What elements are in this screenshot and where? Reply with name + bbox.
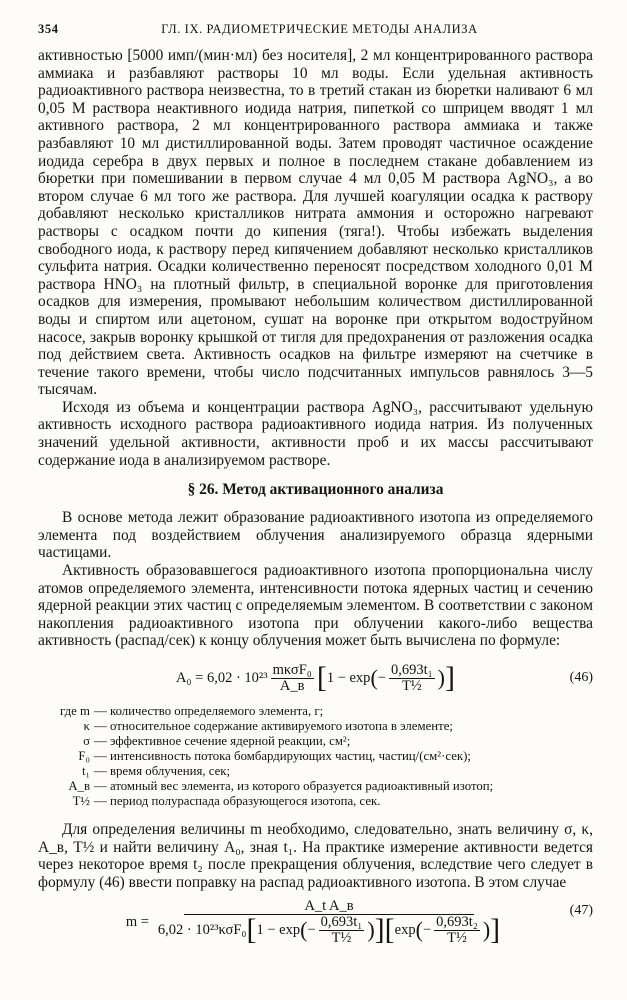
equation-number: (46) <box>569 670 593 685</box>
page-number: 354 <box>38 22 59 36</box>
list-item: где m — количество определяемого элемента, г; <box>60 704 324 718</box>
paren-close: ) <box>437 665 445 690</box>
fraction-denominator: A_в <box>279 677 305 694</box>
list-item: t₁ — время облучения, сек; <box>81 764 231 778</box>
bracket-close: ] <box>445 661 455 694</box>
formula-fraction <box>271 663 314 694</box>
paren-open: ( <box>370 665 378 690</box>
fraction-denominator: T½ <box>401 677 422 694</box>
fraction-denominator: 6,02 · 10²³κσF₀ [ 1 − exp ( − $\frac{\text{0,693t₁}}{\text{T½}}$ ) ] [ exp ( − $\frac{\text{0,693t₂}}{\text{T½}}$ ) ] <box>157 913 501 947</box>
body-paragraph: активностью [5000 имп/(мин·мл) без носителя], 2 мл концентрированного раствора аммиака и разбавляют растворы 10 мл воды. Если удельная активность радиоактивного раствора неизвестна, то в третий стакан из бюретки наливают 6 мл 0,05 М раствора неактивного иодида натрия, пипеткой со шприцем вводят 1 мл активного раствора, 2 мл концентрированного раствора аммиака и также разбавляют 10 мл дистиллированной воды. Затем проводят частичное осаждение иодида серебра в двух первых и полное в последнем стакане добавлением из бюретки при помешивании в первом случае 4 мл 0,05 М раствора AgNO₃, а во втором случае 6 мл того же раствора. Для лучшей коагуляции осадка к раствору добавляют несколько кристалликов нитрата аммония и осторожно нагревают растворы с осадком почти до кипения (тяга!). Чтобы избежать выделения свободного иода, к раствору перед кипячением добавляют несколько кристалликов сульфита натрия. Осадки количественно переносят посредством холодного 0,01 М раствора HNO₃ на плотный фильтр, в специальной воронке для приготовления осадков для измерения, промывают небольшим количеством дистиллированной воды и спиртом или ацетоном, сушат на воронке при открытом водоструйном насосе, закрыв воронку крышкой от тигля для предохранения от разложения осадка под действием света. Активность осадков на фильтре измеряют на счетчике в течение такого времени, чтобы число подсчитанных импульсов равнялось 3—5 тысячам. <box>38 47 593 399</box>
fraction-numerator: mκσF₀ <box>272 661 312 678</box>
list-item: A_в — атомный вес элемента, из которого образуется радиоактивный изотоп; <box>68 779 494 793</box>
section-title: § 26. Метод активационного анализа <box>187 481 444 499</box>
inner-fraction <box>389 663 435 694</box>
formula-46 <box>38 658 593 698</box>
list-item: κ — относительное содержание активируемого изотопа в элементе; <box>83 719 453 733</box>
formula-47 <box>38 897 593 947</box>
body-paragraph: Исходя из объема и концентрации раствора AgNO₃, рассчитывают удельную активность исходного раствора радиоактивного иодида натрия. Из полученных значений удельной активности, активности проб и их массы рассчитывают содержание иода в анализируемом растворе. <box>38 398 593 469</box>
bracket-term: 1 − exp <box>326 669 371 686</box>
equation-number: (47) <box>569 903 593 919</box>
body-paragraph: В основе метода лежит образование радиоактивного изотопа из определяемого элемента под воздействием облучения анализируемого образца ядерными частицами. <box>38 509 593 562</box>
variable-list <box>38 704 593 809</box>
inner-fraction: $\frac{\text{0,693t₂}}{\text{T½}}$ <box>436 913 478 946</box>
inner-fraction: $\frac{\text{0,693t₁}}{\text{T½}}$ <box>320 913 363 946</box>
formula-lhs: A₀ = 6,02 · 10²³ <box>176 669 268 686</box>
list-item: σ — эффективное сечение ядерной реакции, см²; <box>83 734 351 748</box>
list-item: F₀ — интенсивность потока бомбардирующих частиц, частиц/(см²·сек); <box>78 749 471 763</box>
list-item: T½ — период полураспада образующегося изотопа, сек. <box>72 794 381 808</box>
minus-sign: − <box>377 669 386 686</box>
bracket-open: [ <box>316 661 327 694</box>
formula-fraction <box>156 899 502 946</box>
running-title: ГЛ. IX. РАДИОМЕТРИЧЕСКИЕ МЕТОДЫ АНАЛИЗА <box>161 22 478 36</box>
formula-lhs: m = <box>125 913 149 930</box>
fraction-numerator: 0,693t₁ <box>390 661 433 678</box>
page-header <box>38 22 593 37</box>
body-paragraph: Активность образовавшегося радиоактивного изотопа пропорциональна числу атомов определяемого элемента, интенсивности потока ядерных частиц и сечению ядерной реакции этих частиц с определяемым элементом. В соответствии с законом накопления радиоактивного изотопа при облучении какого-либо вещества активность (распад/сек) к концу облучения может быть вычислена по формуле: <box>38 562 593 650</box>
fraction-numerator: A_t A_в <box>184 899 473 915</box>
body-paragraph: Для определения величины m необходимо, следовательно, знать величину σ, κ, A_в, T½ и найти величину A₀, зная t₁. На практике измерение активности ведется через некоторое время t₂ после прекращения облучения, вследствие чего следует в формулу (46) ввести поправку на распад радиоактивного изотопа. В этом случае <box>38 821 593 891</box>
